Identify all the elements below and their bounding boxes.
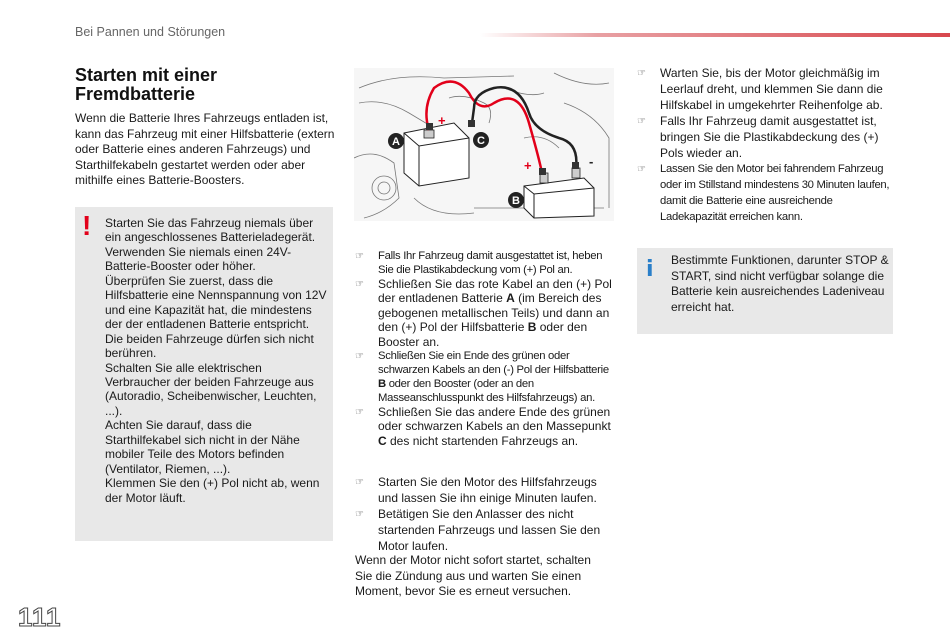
warning-line: Achten Sie darauf, dass die Starthilfekabel sich nicht in der Nähe mobiler Teile des Motors befinden (Ventilator, Riemen, ...). bbox=[105, 418, 300, 476]
warning-line: Verwenden Sie niemals einen 24V-Batterie-Booster oder höher. bbox=[105, 244, 292, 274]
pointing-hand-icon: ☞ bbox=[637, 164, 646, 175]
warning-line: Die beiden Fahrzeuge dürfen sich nicht berühren. bbox=[105, 331, 314, 361]
info-text: Bestimmte Funktionen, darunter STOP & START, sind nicht verfügbar solange die Batterie kein ausreichendes Ladeniveau erreicht hat. bbox=[671, 253, 889, 314]
warning-line: Schalten Sie alle elektrischen Verbraucher der beiden Fahrzeuge aus (Autoradio, Scheibenwischer, Leuchten, ...). bbox=[105, 360, 317, 418]
pointing-hand-icon: ☞ bbox=[355, 407, 364, 419]
label-a bbox=[388, 133, 404, 149]
section-title: Starten mit einer Fremdbatterie bbox=[75, 65, 218, 104]
warning-line: Klemmen Sie den (+) Pol nicht ab, wenn der Motor läuft. bbox=[105, 476, 320, 505]
list-item: ☞ Lassen Sie den Motor bei fahrendem Fahrzeug oder im Stillstand mindestens 30 Minuten laufen, damit die Batterie eine ausreichende Ladekapazität erreichen kann. bbox=[637, 163, 890, 223]
list-item: ☞ Warten Sie, bis der Motor gleichmäßig im Leerlauf dreht, und klemmen Sie dann die Hilfskabel in umgekehrter Reihenfolge ab. bbox=[637, 66, 883, 112]
header-accent-line bbox=[480, 33, 950, 37]
pointing-hand-icon: ☞ bbox=[355, 279, 364, 290]
warning-text bbox=[105, 216, 327, 505]
plus-sign-b: + bbox=[524, 158, 532, 173]
warning-box bbox=[75, 207, 333, 541]
list-item: ☞ Falls Ihr Fahrzeug damit ausgestattet ist, bringen Sie die Plastikabdeckung des (+) Pols wieder an. bbox=[637, 114, 879, 160]
retry-paragraph: Wenn der Motor nicht sofort startet, schalten Sie die Zündung aus und warten Sie einen Moment, bevor Sie es erneut versuchen. bbox=[355, 553, 591, 598]
running-header: Bei Pannen und Störungen bbox=[75, 25, 226, 39]
pointing-hand-icon: ☞ bbox=[637, 116, 646, 127]
steps-list-2 bbox=[355, 474, 615, 554]
page-number: 111 bbox=[18, 602, 62, 632]
label-c bbox=[473, 132, 489, 148]
steps-list-1 bbox=[355, 249, 615, 448]
list-item: ☞ Schließen Sie das rote Kabel an den (+) Pol der entladenen Batterie A (im Bereich des gebogenen metallischen Teils) und dann an den (+) Pol der Hilfsbatterie B oder den Booster an. bbox=[355, 277, 612, 349]
pointing-hand-icon: ☞ bbox=[355, 251, 364, 262]
svg-text:B: B bbox=[512, 195, 520, 207]
pointing-hand-icon: ☞ bbox=[355, 477, 364, 488]
plus-sign-a: + bbox=[438, 113, 446, 128]
label-b bbox=[508, 192, 524, 208]
battery-a-drawing bbox=[404, 123, 469, 186]
list-item: ☞ Falls Ihr Fahrzeug damit ausgestattet ist, heben Sie die Plastikabdeckung vom (+) Pol an. bbox=[355, 250, 603, 276]
list-item: ☞ Schließen Sie das andere Ende des grünen oder schwarzen Kabels an den Massepunkt C des nicht startenden Fahrzeugs an. bbox=[355, 405, 611, 448]
svg-text:A: A bbox=[392, 136, 400, 148]
minus-sign-b: - bbox=[589, 154, 594, 169]
pointing-hand-icon: ☞ bbox=[637, 68, 646, 79]
warning-line: Überprüfen Sie zuerst, dass die Hilfsbatterie eine Nennspannung von 12V und eine Kapazität hat, die mindestens der der entladenen Batterie entspricht. bbox=[105, 273, 327, 332]
warning-line: Starten Sie das Fahrzeug niemals über ein angeschlossenes Batterieladegerät. bbox=[105, 216, 316, 245]
svg-text:C: C bbox=[477, 135, 485, 147]
pointing-hand-icon: ☞ bbox=[355, 351, 364, 363]
info-box bbox=[637, 248, 893, 334]
intro-paragraph: Wenn die Batterie Ihres Fahrzeugs entladen ist, kann das Fahrzeug mit einer Hilfsbatterie (extern oder Batterie eines anderen Fahrzeugs) und Starthilfekabeln gestartet werden oder aber mithilfe eines Batterie-Boosters. bbox=[75, 111, 335, 188]
pointing-hand-icon: ☞ bbox=[355, 509, 364, 520]
warning-exclamation-icon: ! bbox=[82, 210, 92, 241]
list-item: ☞ Schließen Sie ein Ende des grünen oder schwarzen Kabels an den (-) Pol der Hilfsbatterie B oder den Booster (oder an den Masseanschlusspunkt des Hilfsfahrzeugs) an. bbox=[355, 350, 609, 405]
jump-start-illustration bbox=[354, 68, 614, 221]
steps-list-3 bbox=[637, 65, 897, 225]
info-icon: i bbox=[646, 257, 654, 282]
list-item: ☞ Starten Sie den Motor des Hilfsfahrzeugs und lassen Sie ihn einige Minuten laufen. bbox=[355, 475, 597, 505]
list-item: ☞ Betätigen Sie den Anlasser des nicht startenden Fahrzeugs und lassen Sie den Motor laufen. bbox=[355, 507, 601, 553]
